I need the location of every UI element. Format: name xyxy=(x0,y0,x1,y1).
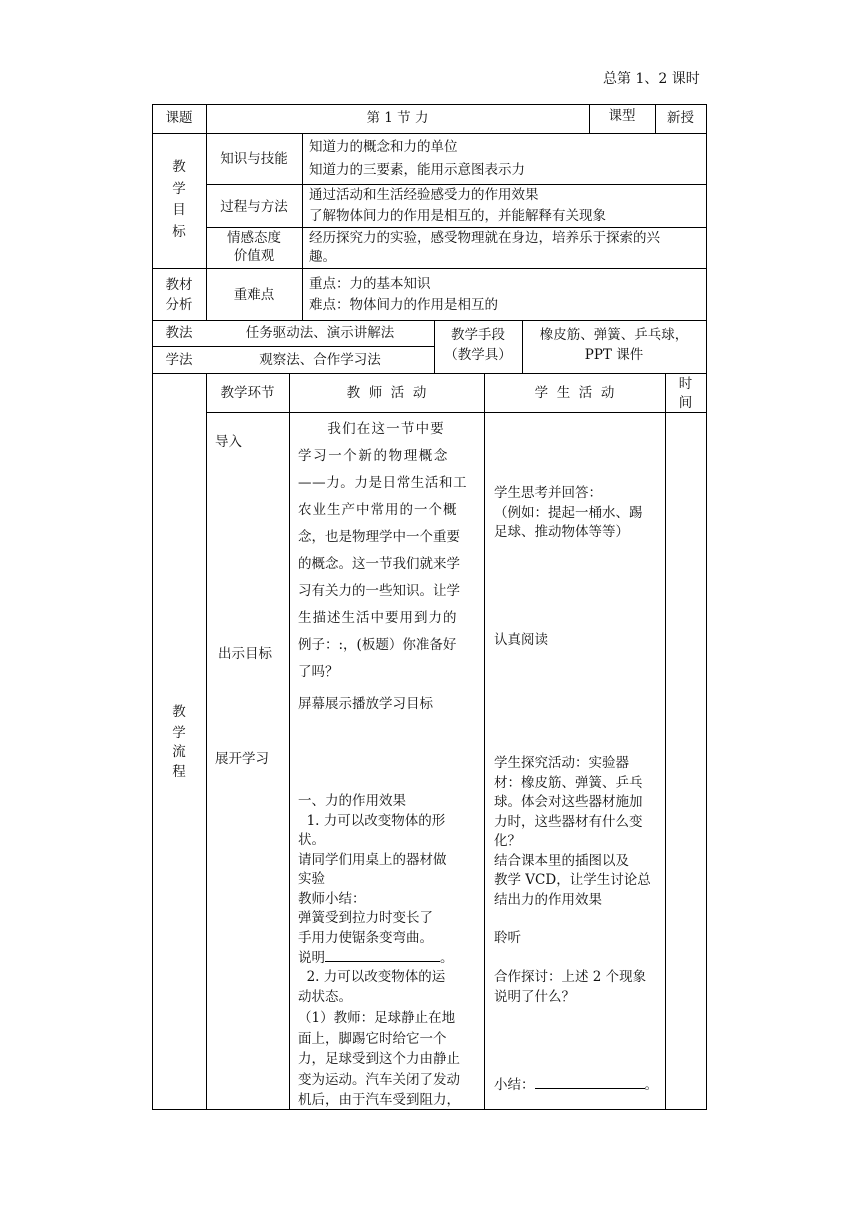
knowledge-line-2: 知道力的三要素，能用示意图表示力 xyxy=(309,162,525,178)
explain-period: 。 xyxy=(440,950,454,966)
teach-method-value: 任务驱动法、演示讲解法 xyxy=(245,325,395,341)
summary-period: 。 xyxy=(644,1077,658,1093)
lesson-type-value: 新授 xyxy=(667,110,694,126)
process-methods-label: 过程与方法 xyxy=(220,199,288,215)
attitude-label-1: 情感态度 xyxy=(227,230,281,246)
rule-flow-teacher xyxy=(289,373,290,1110)
tools-label-1: 教学手段 xyxy=(451,327,505,343)
rule-left xyxy=(152,104,153,1110)
attitude-label-2: 价值观 xyxy=(233,248,275,264)
analysis-label-1: 教材 xyxy=(165,277,193,293)
teacher-screen-goals: 屏幕展示播放学习目标 xyxy=(298,696,433,712)
teacher-explain-line xyxy=(298,949,454,967)
student-coop-1: 合作探讨：上述 2 个现象 xyxy=(494,969,647,985)
stage-expand-learning: 展开学习 xyxy=(215,751,269,767)
rule-top xyxy=(152,104,707,105)
process-line-2: 了解物体间力的作用是相互的，并能解释有关现象 xyxy=(309,208,606,224)
teach-method-label: 教法 xyxy=(165,325,193,341)
student-summary-line xyxy=(494,1076,658,1094)
rule-flow-time xyxy=(665,373,666,1110)
attitude-line-1: 经历探究力的实验，感受物理就在身边，培养乐于探索的兴 xyxy=(309,230,660,246)
explain-label: 说明 xyxy=(298,950,325,966)
rule-flow-head xyxy=(206,412,707,413)
analysis-label-2: 分析 xyxy=(165,297,193,313)
summary-blank[interactable] xyxy=(535,1076,645,1089)
knowledge-line-1: 知道力的概念和力的单位 xyxy=(309,139,458,155)
rule-methods-bottom xyxy=(152,373,707,374)
topic-label: 课题 xyxy=(165,110,193,126)
rule-right xyxy=(706,104,707,1110)
time-header-2: 间 xyxy=(678,395,693,411)
rule-r1-bottom xyxy=(152,133,707,134)
student-read: 认真阅读 xyxy=(494,632,548,648)
key-point: 重点：力的基本知识 xyxy=(309,276,431,292)
rule-analysis-bottom xyxy=(152,320,707,321)
rule-col1-flow xyxy=(206,373,207,1110)
rule-bottom xyxy=(152,1109,707,1110)
student-activity-header: 学 生 活 动 xyxy=(534,385,615,401)
summary-label: 小结： xyxy=(494,1077,535,1093)
attitude-line-2: 趣。 xyxy=(309,249,336,265)
lesson-type-label: 课型 xyxy=(608,108,636,124)
learn-method-value: 观察法、合作学习法 xyxy=(259,352,381,368)
difficult-point: 难点：物体间力的作用是相互的 xyxy=(309,297,498,313)
rule-obj1 xyxy=(206,184,707,185)
rule-col2 xyxy=(302,133,303,320)
rule-obj2 xyxy=(206,227,707,228)
time-header-1: 时 xyxy=(678,376,693,392)
student-coop-2: 说明了什么？ xyxy=(494,989,575,1005)
total-lessons: 总第 1、2 课时 xyxy=(603,71,700,87)
lesson-title: 第 1 节 力 xyxy=(366,110,429,126)
knowledge-skills-label: 知识与技能 xyxy=(220,151,288,167)
rule-method-mid xyxy=(152,346,434,347)
student-listen: 聆听 xyxy=(494,930,521,946)
teacher-activity-header: 教 师 活 动 xyxy=(346,385,427,401)
process-line-1: 通过活动和生活经验感受力的作用效果 xyxy=(309,187,539,203)
explain-blank[interactable] xyxy=(325,949,440,962)
tools-value-1: 橡皮筋、弹簧、乒乓球， xyxy=(539,327,689,343)
stage-show-goals: 出示目标 xyxy=(218,646,272,662)
key-difficult-label: 重难点 xyxy=(233,287,275,303)
tools-label-2: （教学具） xyxy=(444,347,512,363)
learn-method-label: 学法 xyxy=(165,352,193,368)
rule-flow-student xyxy=(484,373,485,1110)
stage-intro: 导入 xyxy=(215,434,242,450)
stage-header: 教学环节 xyxy=(220,385,275,401)
rule-obj-bottom xyxy=(152,268,707,269)
tools-value-2: PPT 课件 xyxy=(584,347,644,363)
